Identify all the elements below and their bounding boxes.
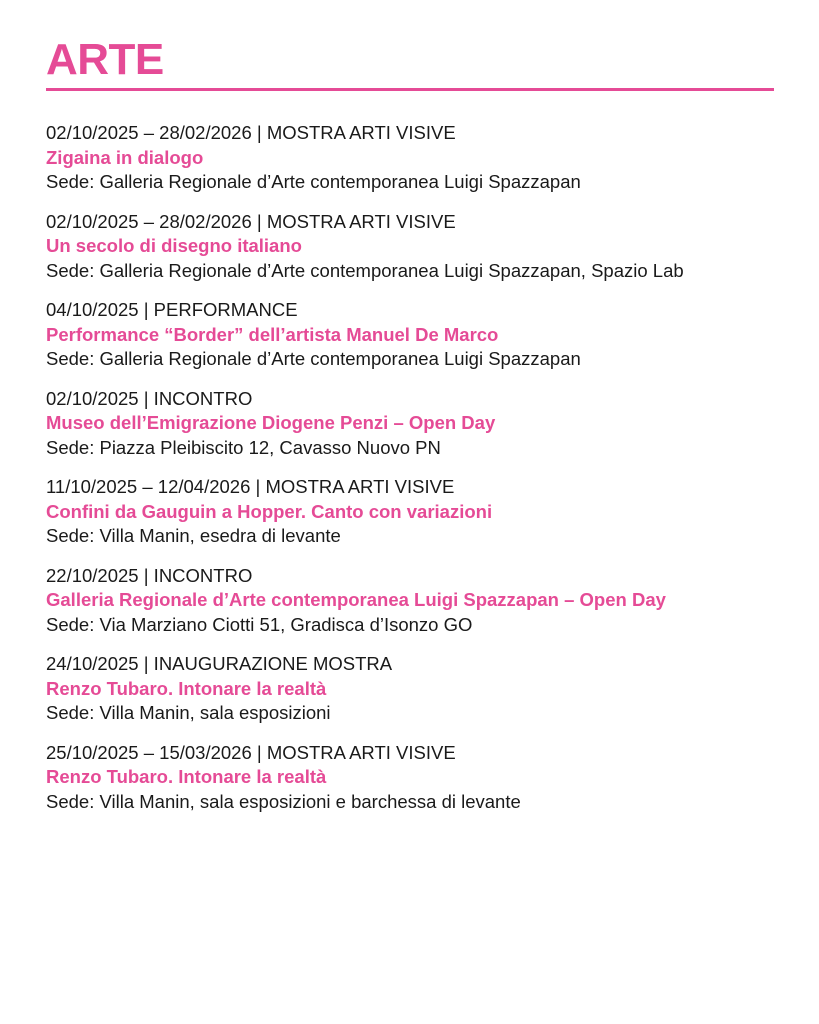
event-date-category: 11/10/2025 – 12/04/2026 | MOSTRA ARTI VISIVE [46,476,455,497]
event-venue: Sede: Galleria Regionale d’Arte contemporanea Luigi Spazzapan [46,171,581,192]
event-date-category: 25/10/2025 – 15/03/2026 | MOSTRA ARTI VISIVE [46,741,456,763]
event-date-category: 04/10/2025 | PERFORMANCE [46,299,298,320]
event-item [46,475,806,549]
event-title: Un secolo di disegno italiano [46,235,302,256]
event-title: Galleria Regionale d’Arte contemporanea Luigi Spazzapan – Open Day [46,589,666,610]
event-date-category: 02/10/2025 – 28/02/2026 | MOSTRA ARTI VISIVE [46,122,456,143]
event-list [46,121,806,829]
event-venue: Sede: Galleria Regionale d’Arte contemporanea Luigi Spazzapan, Spazio Lab [46,259,684,281]
event-venue: Sede: Galleria Regionale d’Arte contemporanea Luigi Spazzapan [46,348,581,369]
event-item [46,652,806,726]
event-venue: Sede: Villa Manin, esedra di levante [46,525,341,546]
event-item [46,210,806,284]
event-item [46,121,806,195]
event-item [46,741,806,815]
event-venue: Sede: Villa Manin, sala esposizioni e barchessa di levante [46,790,521,812]
event-date-category: 22/10/2025 | INCONTRO [46,564,253,586]
event-title: Zigaina in dialogo [46,146,204,168]
event-title: Renzo Tubaro. Intonare la realtà [46,766,327,787]
event-date-category: 02/10/2025 – 28/02/2026 | MOSTRA ARTI VISIVE [46,210,456,232]
page-title: ARTE [46,35,164,84]
title-divider [46,88,774,91]
event-title: Performance “Border” dell’artista Manuel De Marco [46,323,499,345]
event-date-category: 02/10/2025 | INCONTRO [46,387,253,409]
event-title: Confini da Gauguin a Hopper. Canto con variazioni [46,500,493,522]
event-venue: Sede: Villa Manin, sala esposizioni [46,702,331,723]
event-item [46,387,806,461]
event-title: Museo dell’Emigrazione Diogene Penzi – Open Day [46,412,496,433]
event-venue: Sede: Via Marziano Ciotti 51, Gradisca d’Isonzo GO [46,613,473,635]
event-venue: Sede: Piazza Pleibiscito 12, Cavasso Nuovo PN [46,436,441,458]
event-item [46,298,806,372]
event-title: Renzo Tubaro. Intonare la realtà [46,677,327,699]
event-item [46,564,806,638]
event-date-category: 24/10/2025 | INAUGURAZIONE MOSTRA [46,653,393,674]
